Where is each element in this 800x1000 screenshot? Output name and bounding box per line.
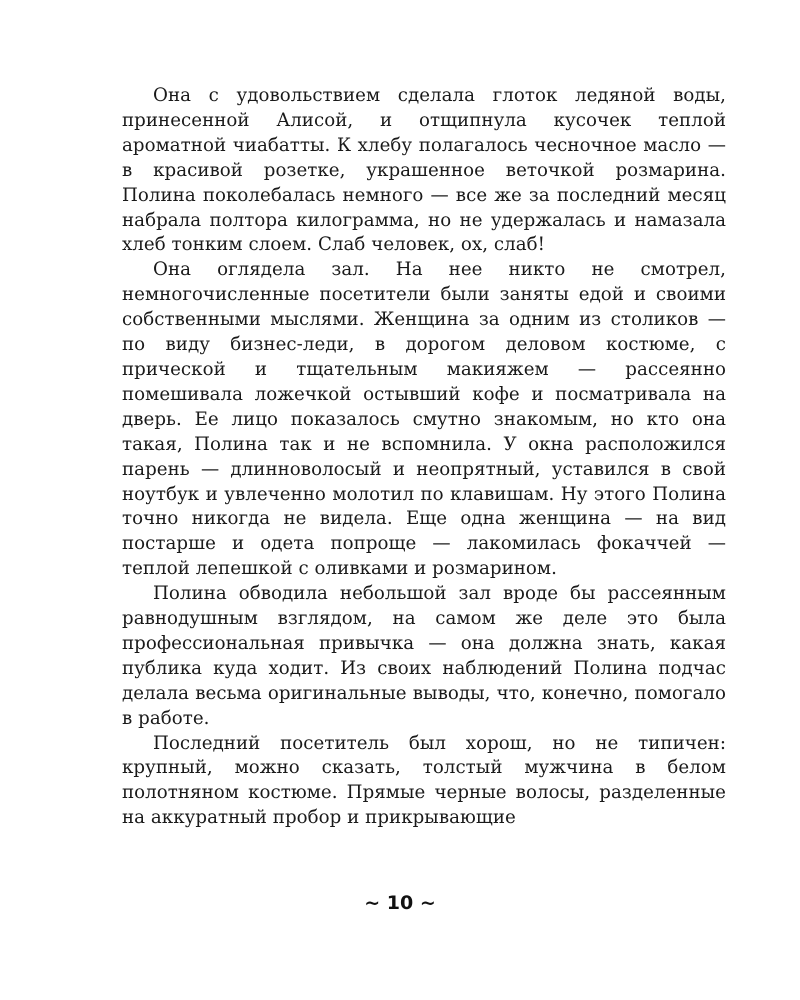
page-number: ~ 10 ~ — [364, 892, 436, 914]
paragraph-2: Она оглядела зал. На нее никто не смотрел, немногочисленные посетители были заняты едой и своими собственными мыслями. Женщина за одним из столиков — по виду бизнес-леди, в дорогом деловом костюме, с прической и тщательным макияжем — рассеянно помешивала ложечкой остывший кофе и посматривала на дверь. Ее лицо показалось смутно знакомым, но кто она такая, Полина так и не вспомнила. У окна расположился парень — длинноволосый и неопрятный, уставился в свой ноутбук и увлеченно молотил по клавишам. Ну этого Полина точно никогда не видела. Еще одна женщина — на вид постарше и одета попроще — лакомилась фокаччей — теплой лепешкой с оливками и розмарином. — [122, 259, 726, 580]
paragraph-1: Она с удовольствием сделала глоток ледяной воды, принесенной Алисой, и отщипнула кусочек теплой ароматной чиабатты. К хлебу полагалось чесночное масло — в красивой розетке, украшенное веточкой розмарина. Полина поколебалась немного — все же за последний месяц набрала полтора килограмма, но не удержалась и намазала хлеб тонким слоем. Слаб человек, ох, слаб! — [122, 85, 726, 256]
paragraph-3: Полина обводила небольшой зал вроде бы рассеянным равнодушным взглядом, на самом же деле это была профессиональная привычка — она должна знать, какая публика куда ходит. Из своих наблюдений Полина подчас делала весьма оригинальные выводы, что, конечно, помогало в работе. — [122, 583, 726, 729]
page-text — [122, 84, 726, 884]
paragraph-4: Последний посетитель был хорош, но не типичен: крупный, можно сказать, толстый мужчина в белом полотняном костюме. Прямые черные волосы, разделенные на аккуратный пробор и прикрывающие — [122, 732, 726, 829]
